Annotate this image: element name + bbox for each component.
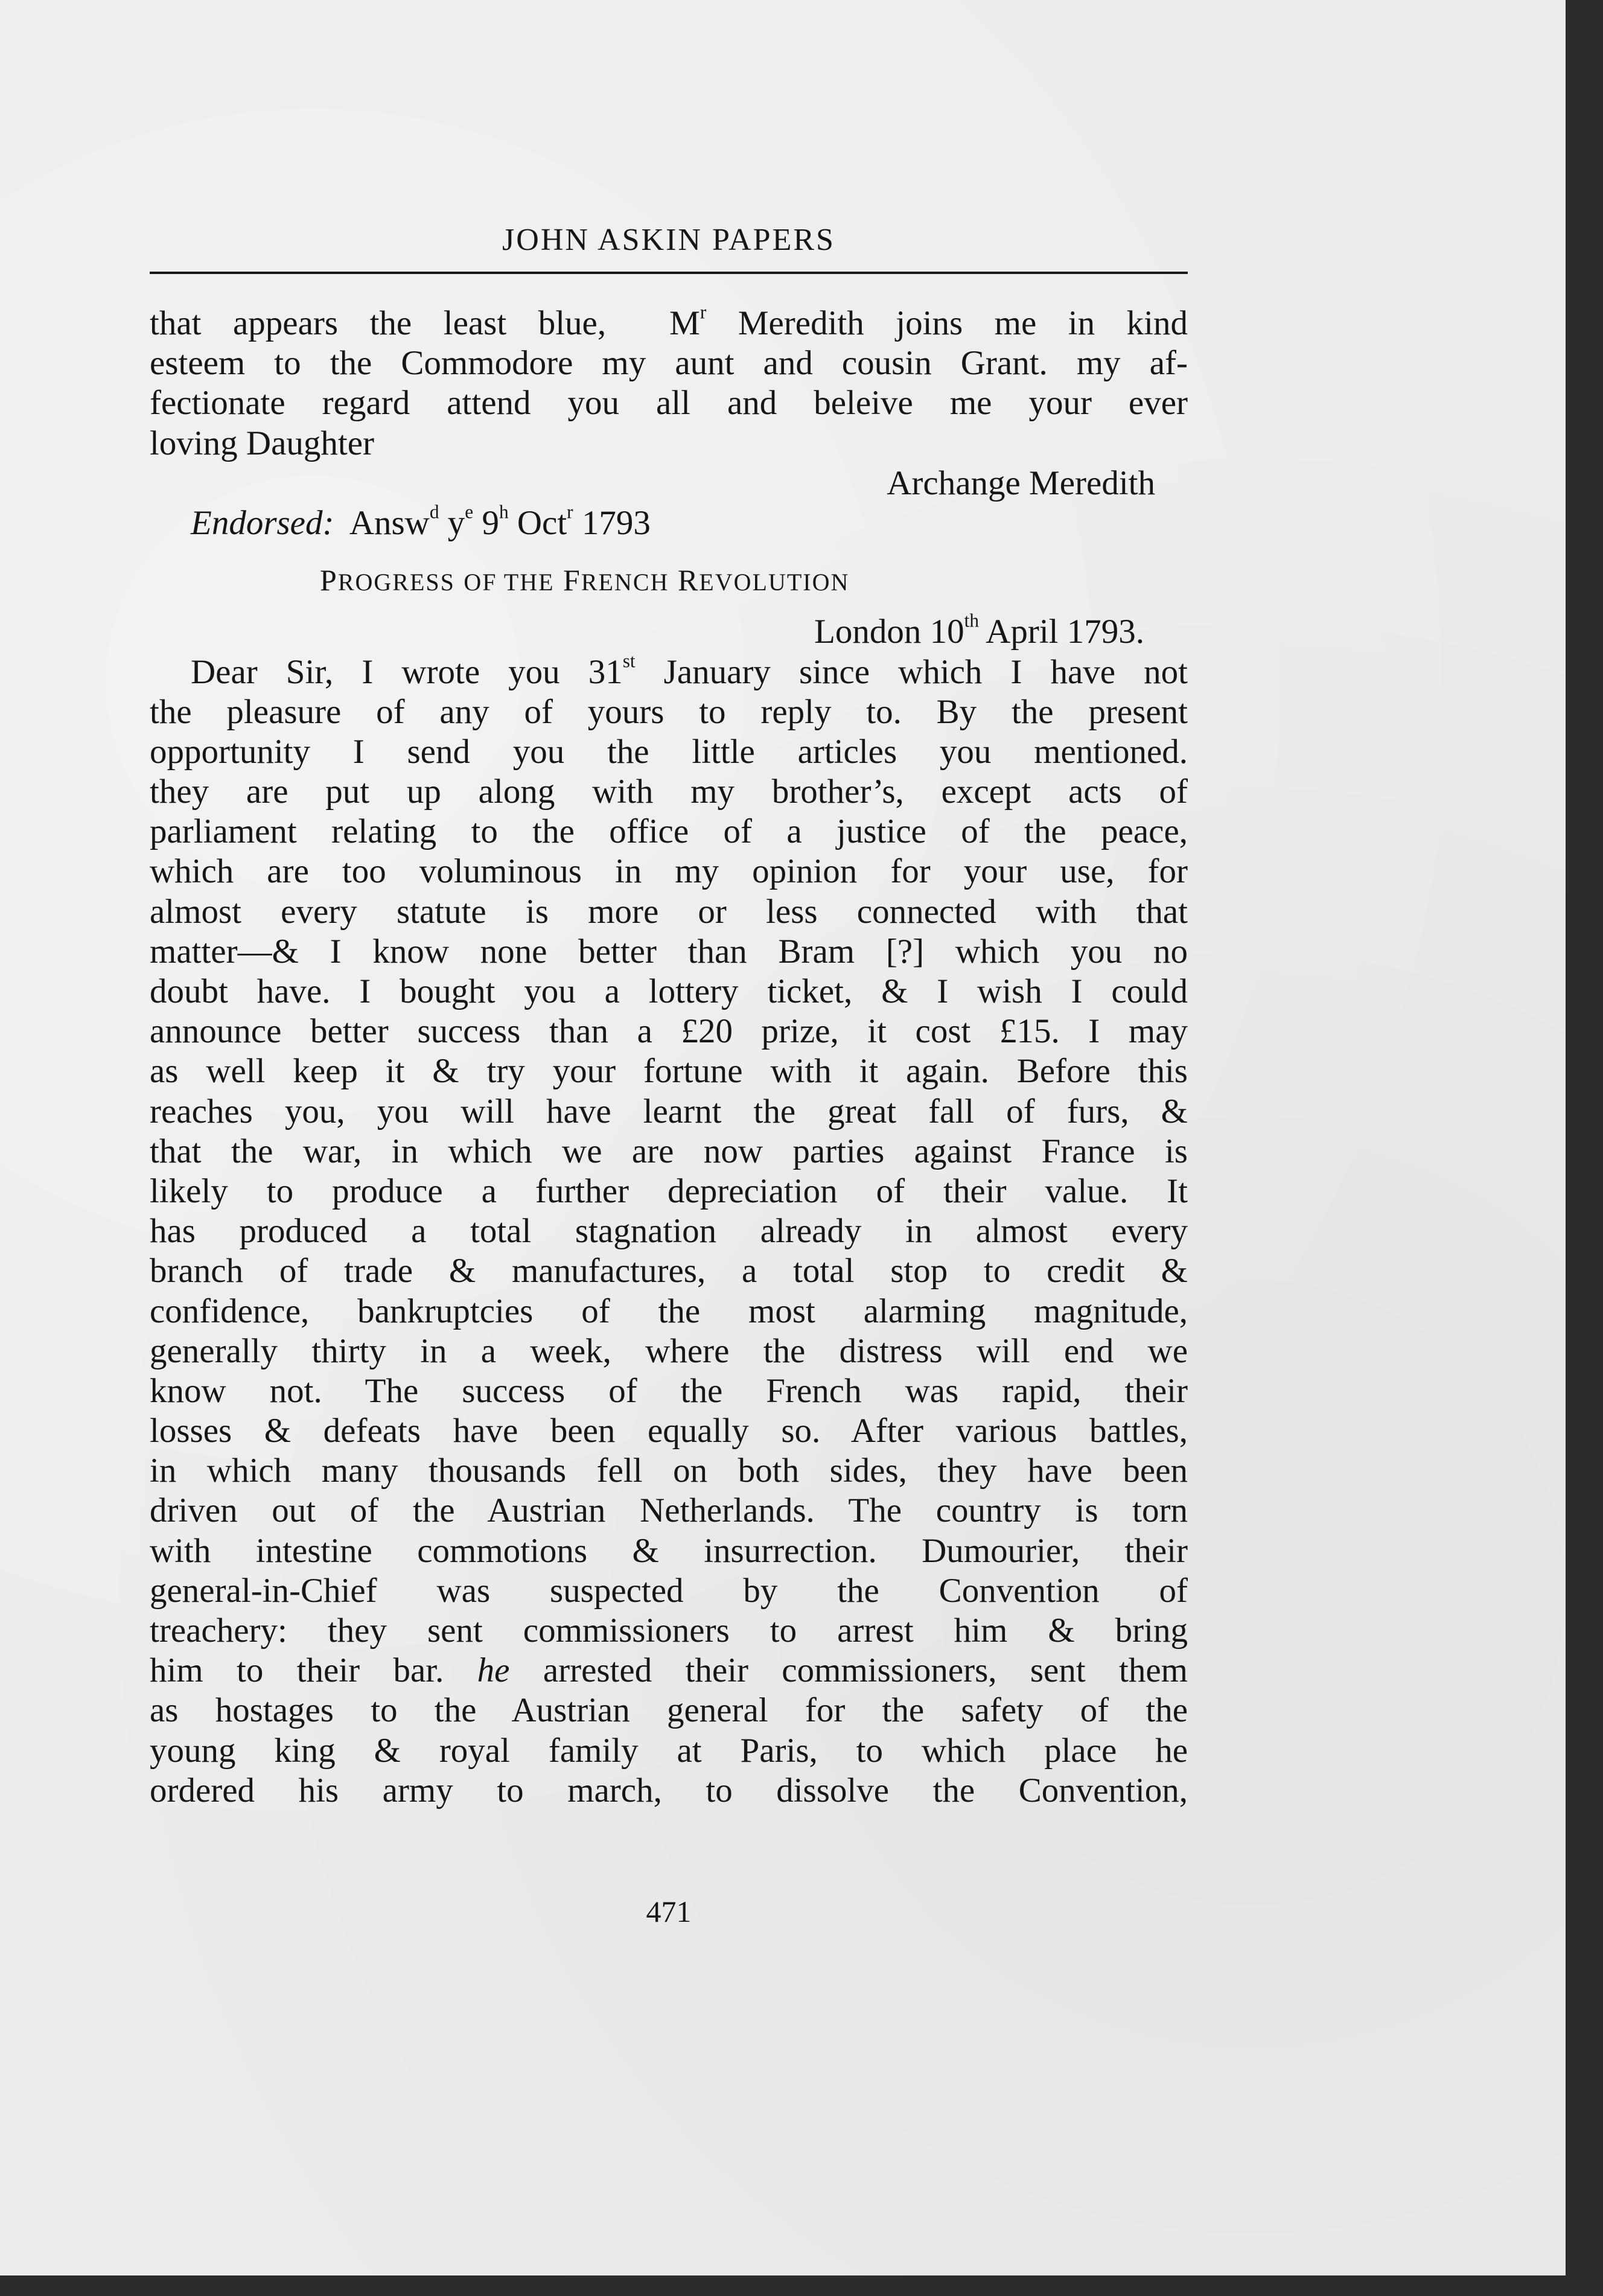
text-line: fectionate regard attend you all and beleive me your ever bbox=[150, 384, 1188, 423]
section-title: PROGRESS OF THE FRENCH REVOLUTION bbox=[320, 563, 850, 598]
text-line: losses & defeats have been equally so. After various battles, bbox=[150, 1412, 1188, 1450]
page-number: 471 bbox=[646, 1895, 692, 1928]
text-line: in which many thousands fell on both sides, they have been bbox=[150, 1452, 1188, 1490]
text-line: as well keep it & try your fortune with it again. Before this bbox=[150, 1052, 1188, 1091]
text-line: the pleasure of any of yours to reply to. By the present bbox=[150, 692, 1188, 731]
text-line: they are put up along with my brother’s, except acts of bbox=[150, 773, 1188, 811]
text-line: which are too voluminous in my opinion for your use, for bbox=[150, 852, 1188, 891]
text-line: parliament relating to the office of a justice of the peace, bbox=[150, 812, 1188, 851]
dateline: London 10th April 1793. bbox=[814, 610, 1144, 651]
running-head: JOHN ASKIN PAPERS bbox=[502, 223, 835, 257]
text-line: opportunity I send you the little articles you mentioned. bbox=[150, 732, 1188, 771]
text-line: with intestine commotions & insurrection. Dumourier, their bbox=[150, 1531, 1188, 1570]
text-line: doubt have. I bought you a lottery ticket, & I wish I could bbox=[150, 972, 1188, 1010]
text-line: ordered his army to march, to dissolve the Convention, bbox=[150, 1771, 1188, 1810]
text-line: announce better success than a £20 prize, it cost £15. I may bbox=[150, 1012, 1188, 1051]
text-line: as hostages to the Austrian general for the safety of the bbox=[150, 1691, 1188, 1730]
text-line: him to their bar. he arrested their commissioners, sent them bbox=[150, 1651, 1188, 1690]
text-line: matter—& I know none better than Bram [?] which you no bbox=[150, 932, 1188, 971]
text-line: loving Daughter bbox=[150, 424, 375, 462]
text-line: almost every statute is more or less connected with that bbox=[150, 892, 1188, 931]
text-line: that appears the least blue, $M^r$ Meredith joins me in kind bbox=[150, 301, 1188, 342]
body-text bbox=[150, 301, 1188, 1811]
text-line: esteem to the Commodore my aunt and cousin Grant. my af- bbox=[150, 344, 1188, 383]
text-line: has produced a total stagnation already in almost every bbox=[150, 1212, 1188, 1251]
endorsed-label: Endorsed: bbox=[191, 503, 334, 542]
text-line: young king & royal family at Paris, to which place he bbox=[150, 1731, 1188, 1770]
text-line: confidence, bankruptcies of the most alarming magnitude, bbox=[150, 1292, 1188, 1330]
text-line: branch of trade & manufactures, a total stop to credit & bbox=[150, 1252, 1188, 1290]
text-line: generally thirty in a week, where the distress will end we bbox=[150, 1331, 1188, 1370]
text-line: treachery: they sent commissioners to arrest him & bring bbox=[150, 1612, 1188, 1650]
endorsement: Endorsed: Answ$^d$ $y^e$ 9$^h$ Oct$^r$ 1793 bbox=[191, 501, 651, 542]
signature: Archange Meredith bbox=[887, 464, 1155, 502]
header-rule bbox=[150, 272, 1188, 274]
text-line: that the war, in which we are now parties against France is bbox=[150, 1132, 1188, 1170]
text-line: Dear Sir, I wrote you 31st January since which I have not bbox=[191, 649, 1188, 691]
text-line: reaches you, you will have learnt the great fall of furs, & bbox=[150, 1092, 1188, 1130]
text-line: general-in-Chief was suspected by the Convention of bbox=[150, 1571, 1188, 1610]
text-line: likely to produce a further depreciation of their value. It bbox=[150, 1172, 1188, 1210]
text-line: driven out of the Austrian Netherlands. The country is torn bbox=[150, 1491, 1188, 1530]
text-line: know not. The success of the French was rapid, their bbox=[150, 1371, 1188, 1410]
